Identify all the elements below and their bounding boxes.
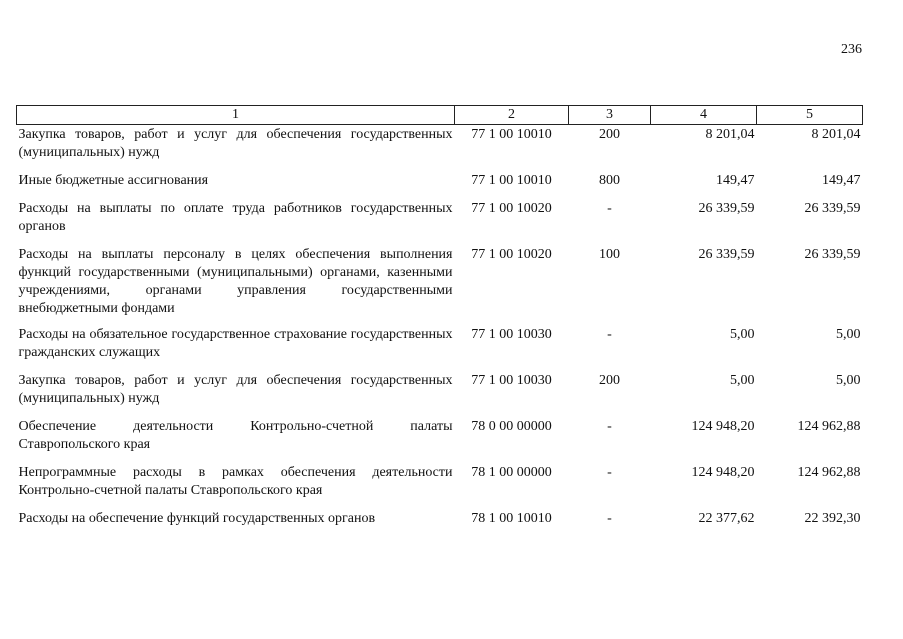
- amount-col5: 124 962,88: [797, 465, 861, 480]
- target-code: 78 1 00 10010: [471, 511, 552, 526]
- target-code: 77 1 00 10010: [471, 173, 552, 188]
- amount-col4: 8 201,04: [705, 127, 755, 142]
- expense-type: -: [607, 327, 612, 342]
- expense-name: Закупка товаров, работ и услуг для обеспечения государственных (муниципальных) нужд: [18, 373, 453, 406]
- expense-name: Непрограммные расходы в рамках обеспечения деятельности Контрольно-счетной палаты Ставропольского края: [18, 465, 453, 498]
- header-row: [17, 106, 863, 125]
- table-row: [17, 326, 863, 372]
- target-code: 78 0 00 00000: [471, 419, 552, 434]
- amount-col5: 8 201,04: [811, 127, 861, 142]
- table-row: [17, 372, 863, 418]
- budget-table-container: [16, 105, 862, 538]
- table-body: [17, 125, 863, 539]
- amount-col5: 22 392,30: [804, 511, 861, 526]
- amount-col4: 124 948,20: [691, 465, 755, 480]
- amount-col5: 124 962,88: [797, 419, 861, 434]
- amount-col5: 26 339,59: [804, 247, 861, 262]
- table-row: [17, 125, 863, 173]
- expense-type: 200: [599, 127, 620, 142]
- amount-col4: 5,00: [730, 327, 755, 342]
- table-row: [17, 464, 863, 510]
- expense-name: Расходы на обязательное государственное страхование государственных гражданских служащих: [18, 327, 453, 360]
- amount-col4: 22 377,62: [698, 511, 755, 526]
- expense-type: -: [607, 201, 612, 216]
- amount-col5: 5,00: [836, 373, 861, 388]
- column-header-2: 2: [455, 106, 569, 125]
- expense-name: Обеспечение деятельности Контрольно-счетной палаты Ставропольского края: [18, 419, 453, 452]
- expense-name: Закупка товаров, работ и услуг для обеспечения государственных (муниципальных) нужд: [18, 127, 453, 160]
- table-header: [17, 106, 863, 125]
- target-code: 77 1 00 10020: [471, 247, 552, 262]
- amount-col4: 26 339,59: [698, 247, 755, 262]
- expense-type: -: [607, 419, 612, 434]
- column-header-5: 5: [757, 106, 863, 125]
- target-code: 78 1 00 00000: [471, 465, 552, 480]
- expense-type: 800: [599, 173, 620, 188]
- table-row: [17, 200, 863, 246]
- column-header-4: 4: [651, 106, 757, 125]
- expense-name: Расходы на выплаты персоналу в целях обеспечения выполнения функций государственными (муниципальными) органами, казенными учреждениями, органами управления государственными внебюджетными фондами: [18, 247, 453, 316]
- column-header-1: 1: [17, 106, 455, 125]
- table-row: [17, 510, 863, 538]
- expense-type: 200: [599, 373, 620, 388]
- amount-col5: 26 339,59: [804, 201, 861, 216]
- expense-name: Расходы на выплаты по оплате труда работников государственных органов: [18, 201, 453, 234]
- target-code: 77 1 00 10030: [471, 373, 552, 388]
- amount-col4: 124 948,20: [691, 419, 755, 434]
- amount-col5: 5,00: [836, 327, 861, 342]
- amount-col5: 149,47: [822, 173, 861, 188]
- expense-type: -: [607, 511, 612, 526]
- table-row: [17, 246, 863, 326]
- page-number: 236: [841, 42, 862, 57]
- amount-col4: 26 339,59: [698, 201, 755, 216]
- table-row: [17, 418, 863, 464]
- amount-col4: 149,47: [716, 173, 755, 188]
- target-code: 77 1 00 10030: [471, 327, 552, 342]
- expense-name: Иные бюджетные ассигнования: [18, 173, 209, 188]
- column-header-3: 3: [569, 106, 651, 125]
- amount-col4: 5,00: [730, 373, 755, 388]
- budget-table: [16, 105, 863, 538]
- expense-type: 100: [599, 247, 620, 262]
- target-code: 77 1 00 10020: [471, 201, 552, 216]
- target-code: 77 1 00 10010: [471, 127, 552, 142]
- expense-type: -: [607, 465, 612, 480]
- expense-name: Расходы на обеспечение функций государственных органов: [18, 511, 376, 526]
- table-row: [17, 172, 863, 200]
